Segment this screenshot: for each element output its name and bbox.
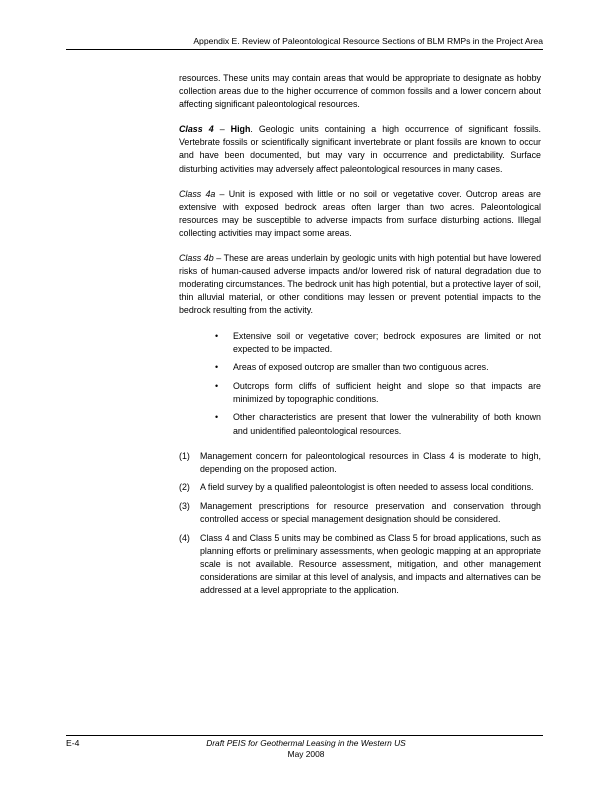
bullet-icon: • [215,412,219,423]
item-text: Management prescriptions for resource preservation and conservation through controlled access or special management designation should be considered. [200,500,541,525]
bullet-text: Areas of exposed outcrop are smaller than two contiguous acres. [233,362,489,373]
list-item [179,532,541,597]
footer-date: May 2008 [287,749,325,759]
list-item [179,481,541,494]
management-numbered-list [179,450,541,597]
class4-text: . Geologic units containing a high occurrence of significant fossils. Vertebrate fossils or scientifically significant invertebrate or plant fossils are known to occur and have been documented, but may vary in occurrence and predictability. Surface disturbing activities may adversely affect paleontological resources in many cases. [179,124,541,174]
class4-title: High [230,124,251,135]
class4a-text: – Unit is exposed with little or no soil or vegetative cover. Outcrop areas are extensive with exposed bedrock areas often larger than two acres. Paleontological resources may be susceptible to adverse impacts from surface disturbing actions. Illegal collecting activities may impact some areas. [179,188,541,238]
item-number: (4) [179,532,190,543]
list-item [215,330,541,356]
list-item [215,380,541,406]
class4b-paragraph [179,252,541,317]
intro-paragraph: resources. These units may contain areas that would be appropriate to designate as hobby collection areas due to the higher occurrence of common fossils and a lower concern about affecting significant paleontological resources. [179,73,541,110]
header-divider [66,49,543,50]
class4a-label: Class 4a [179,188,216,199]
class4b-label: Class 4b [179,253,214,264]
item-number: (1) [179,450,190,461]
page-body [179,72,541,603]
footer-document-title: Draft PEIS for Geothermal Leasing in the Western US [206,738,406,748]
footer-divider [66,735,543,736]
item-number: (2) [179,482,190,493]
list-item [179,450,541,476]
list-item [179,500,541,526]
class4b-text: – These are areas underlain by geologic units with high potential but have lowered risks of human-caused adverse impacts and/or lowered risk of natural degradation due to moderating circumstances. The bedrock unit has high potential, but a protective layer of soil, thin alluvial material, or other conditions may lessen or prevent potential impacts to the bedrock resulting from the activity. [179,253,542,316]
class4-paragraph [179,123,541,175]
running-header: Appendix E. Review of Paleontological Resource Sections of BLM RMPs in the Project Area [193,36,543,46]
item-number: (3) [179,500,190,511]
item-text: A field survey by a qualified paleontologist is often needed to assess local conditions. [200,482,534,493]
bullet-text: Extensive soil or vegetative cover; bedrock exposures are limited or not expected to be impacted. [233,330,541,354]
bullet-icon: • [215,330,219,341]
bullet-text: Other characteristics are present that lower the vulnerability of both known and unidentified paleontological resources. [233,412,541,436]
item-text: Class 4 and Class 5 units may be combined as Class 5 for broad applications, such as planning efforts or preliminary assessments, when geologic mapping at an appropriate scale is not available. Resource assessment, mitigation, and other management considerations are similar at this level of analysis, and impacts and alternatives can be addressed at a level appropriate to the application. [200,532,541,595]
bullet-text: Outcrops form cliffs of sufficient height and slope so that impacts are minimized by topographic conditions. [233,380,541,404]
list-item [215,361,541,374]
class4-label: Class 4 [179,124,214,135]
class4-dash: – [213,124,231,135]
conditions-bullet-list [179,330,541,438]
page-number: E-4 [66,738,80,748]
class4a-paragraph [179,188,541,240]
list-item [215,411,541,437]
bullet-icon: • [215,362,219,373]
item-text: Management concern for paleontological resources in Class 4 is moderate to high, depending on the proposed action. [200,450,541,474]
bullet-icon: • [215,380,219,391]
